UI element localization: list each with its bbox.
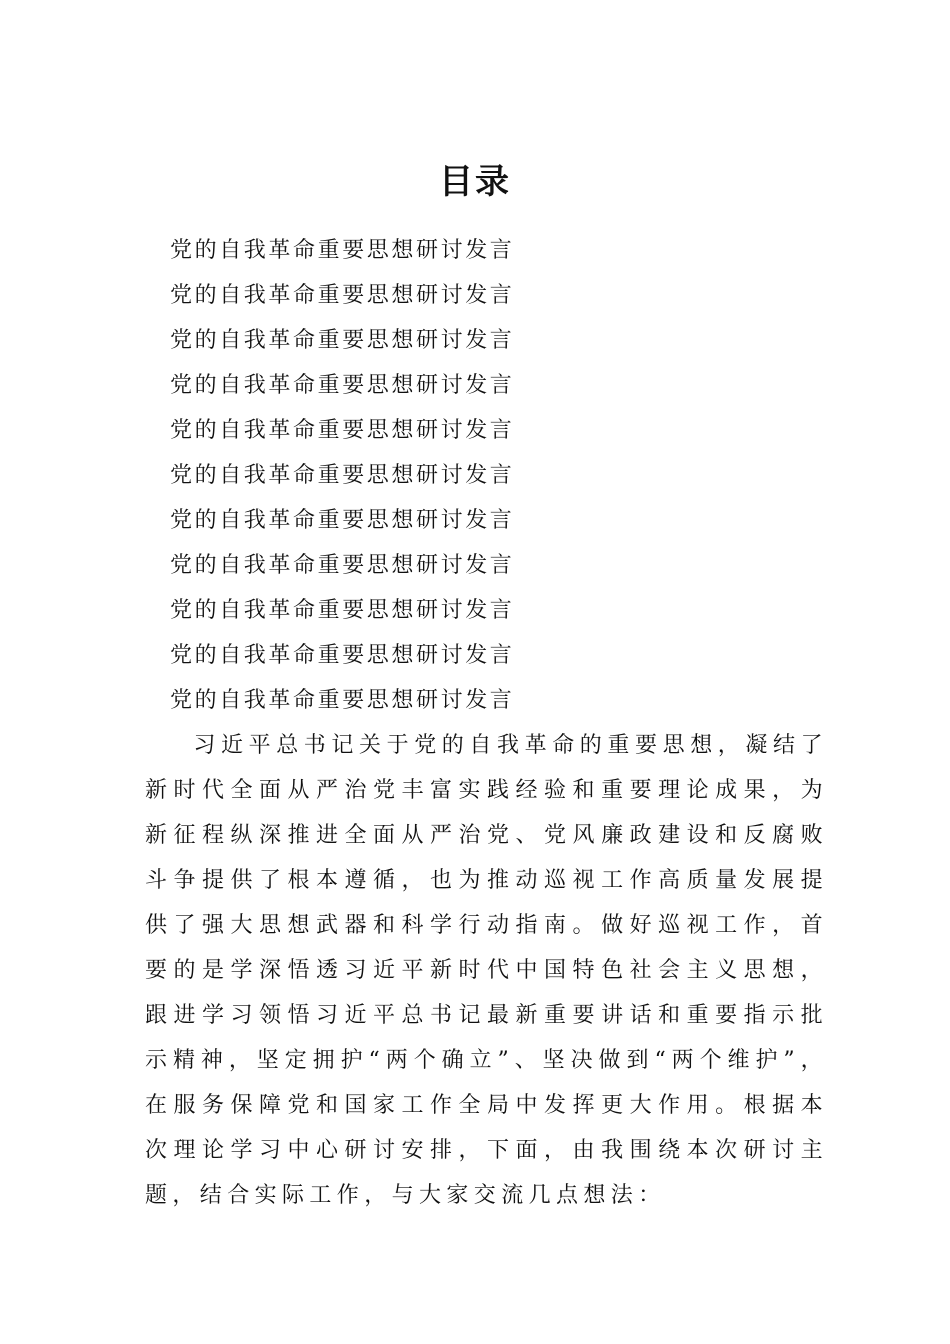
toc-entry: 党的自我革命重要思想研讨发言 [170, 238, 515, 263]
toc-entry: 党的自我革命重要思想研讨发言 [170, 553, 515, 578]
toc-entry: 党的自我革命重要思想研讨发言 [170, 643, 515, 668]
toc-entry: 党的自我革命重要思想研讨发言 [170, 508, 515, 533]
page-title: 目录 [439, 161, 511, 202]
toc-entry: 党的自我革命重要思想研讨发言 [170, 598, 515, 623]
toc-entry: 党的自我革命重要思想研讨发言 [170, 328, 515, 353]
toc-entry: 党的自我革命重要思想研讨发言 [170, 688, 515, 713]
toc-entry: 党的自我革命重要思想研讨发言 [170, 373, 515, 398]
toc-entry: 党的自我革命重要思想研讨发言 [170, 283, 515, 308]
toc-entry: 党的自我革命重要思想研讨发言 [170, 463, 515, 488]
intro-paragraph: 习近平总书记关于党的自我革命的重要思想，凝结了新时代全面从严治党丰富实践经验和重要理论成果，为新征程纵深推进全面从严治党、党风廉政建设和反腐败斗争提供了根本遵循，也为推动巡视工作高质量发展提供了强大思想武器和科学行动指南。做好巡视工作，首要的是学深悟透习近平新时代中国特色社会主义思想，跟进学习领悟习近平总书记最新重要讲话和重要指示批示精神，坚定拥护“两个确立”、坚决做到“两个维护”，在服务保障党和国家工作全局中发挥更大作用。根据本次理论学习中心研讨安排，下面，由我围绕本次研讨主题，结合实际工作，与大家交流几点想法： [145, 733, 828, 1208]
table-of-contents [170, 228, 514, 723]
toc-entry: 党的自我革命重要思想研讨发言 [170, 418, 515, 443]
